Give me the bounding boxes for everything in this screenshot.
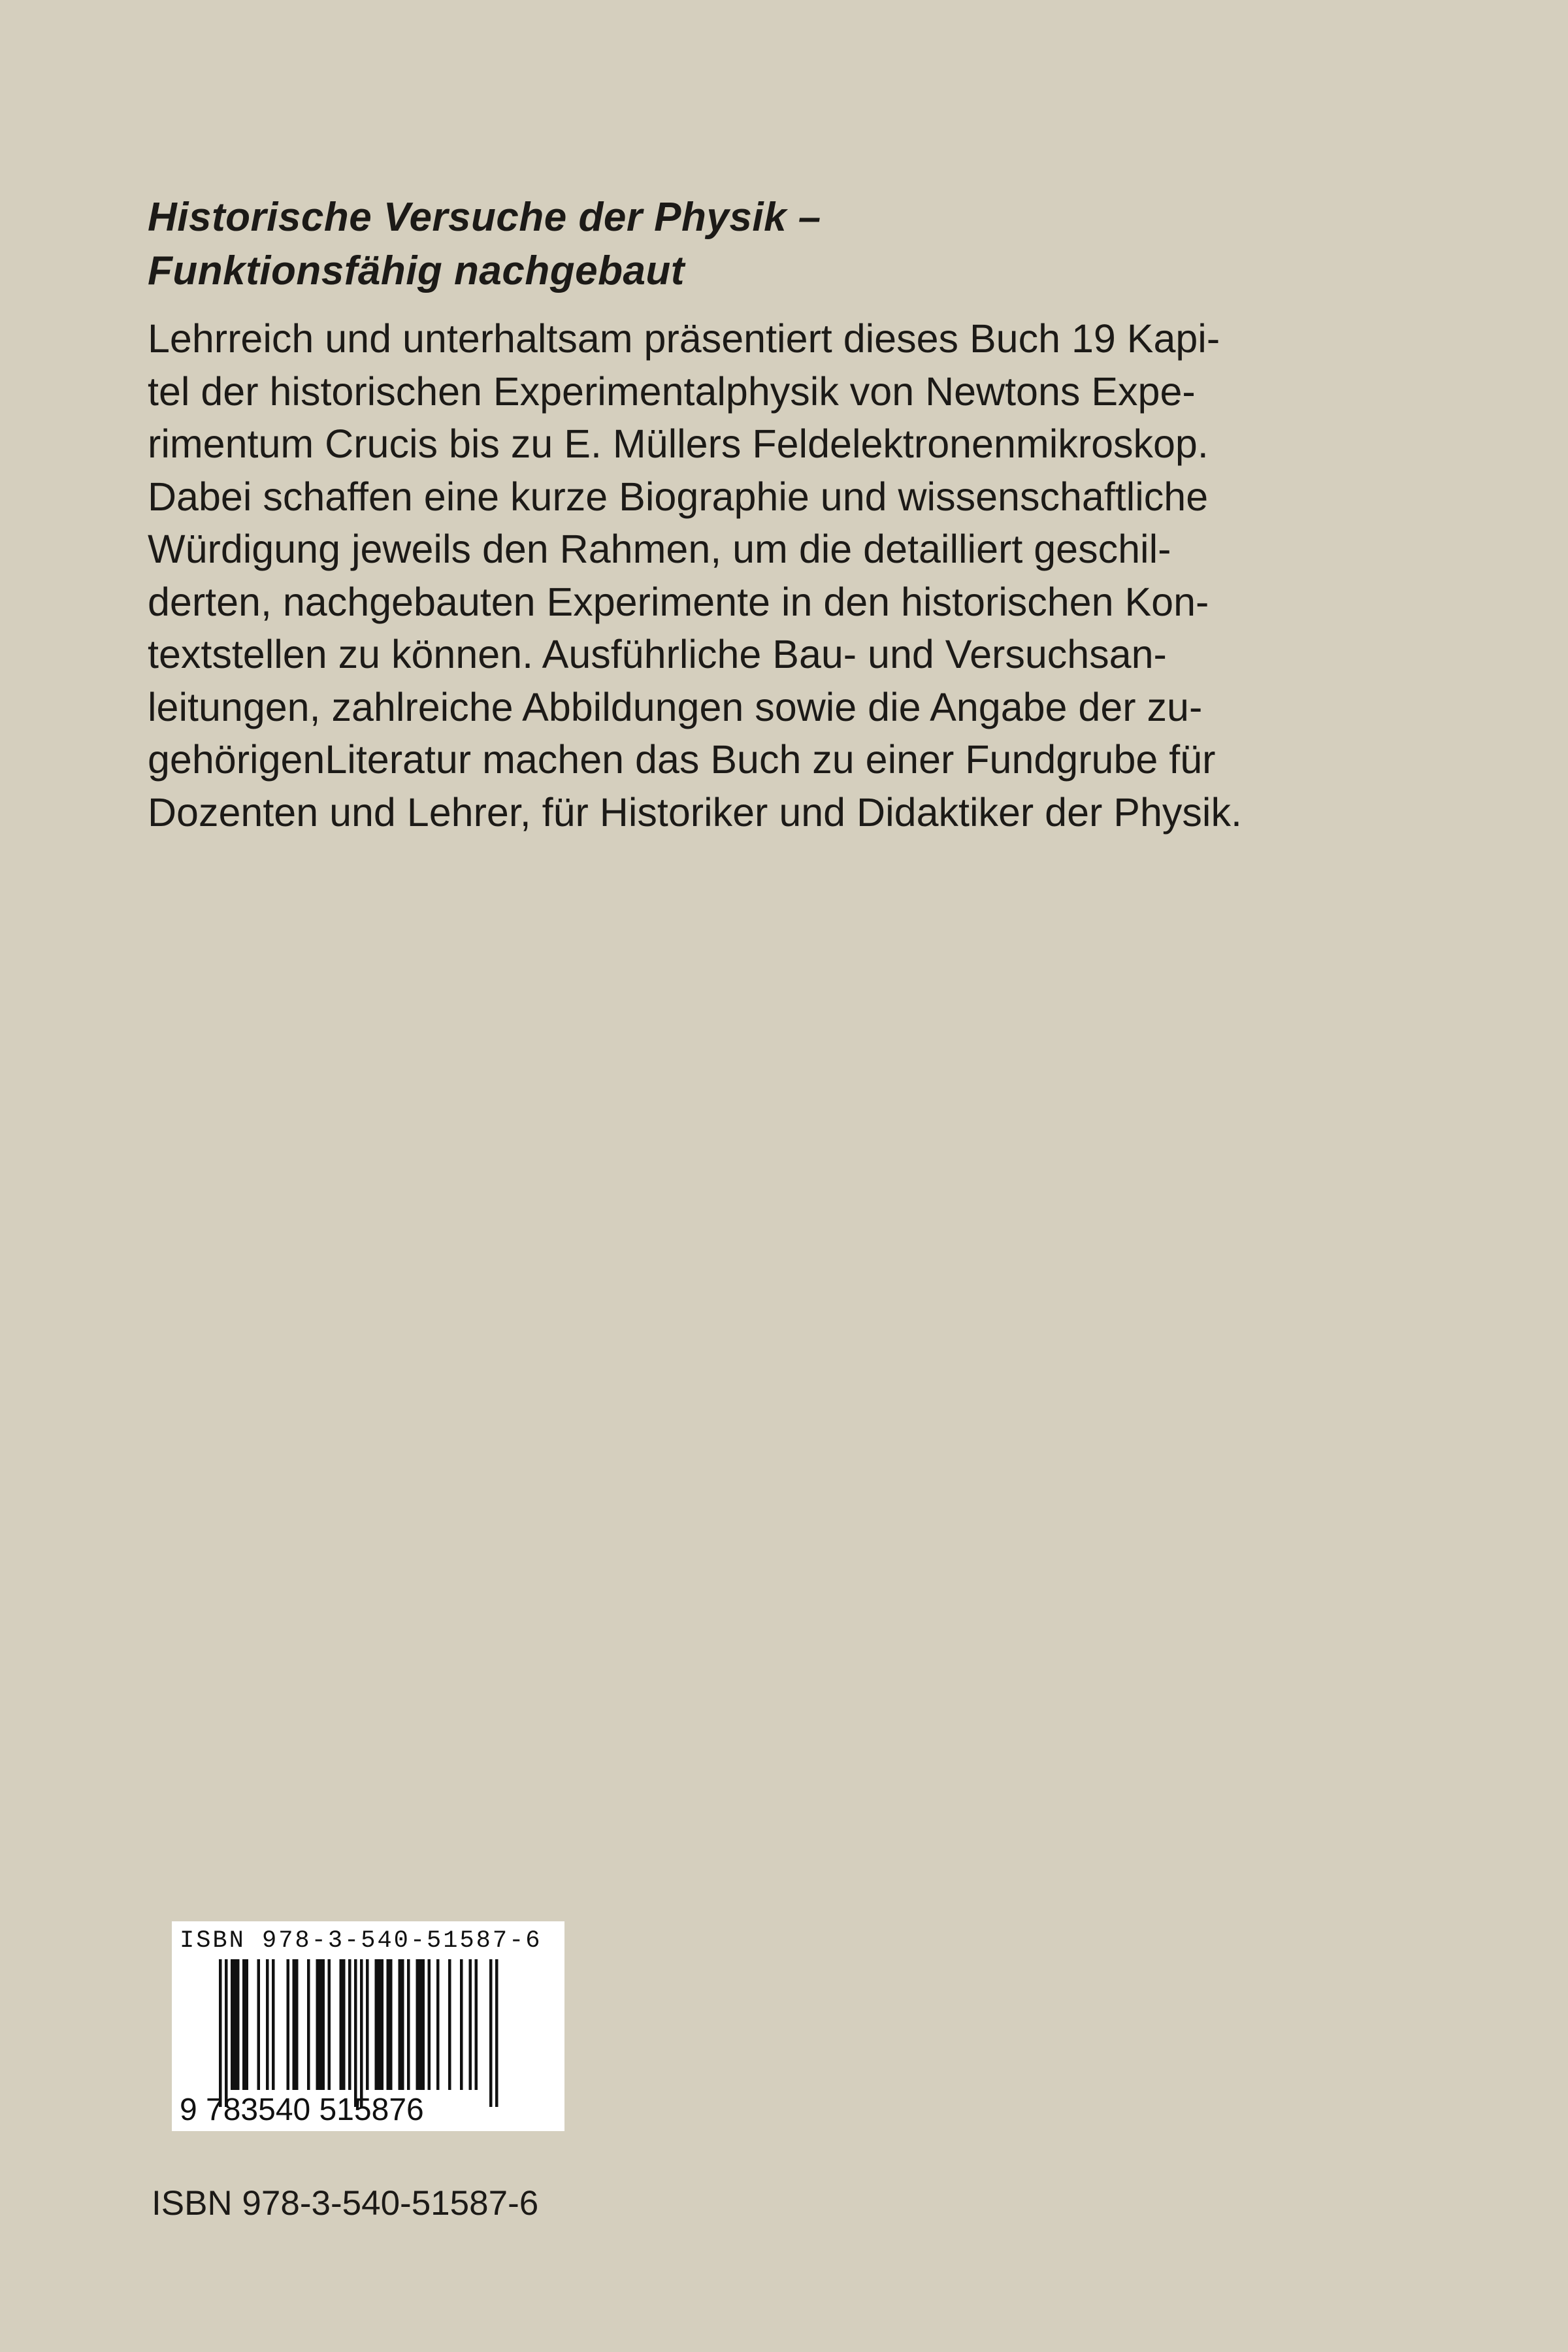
blurb-line: derten, nachgebauten Experimente in den historischen Kon- [148, 579, 1209, 624]
barcode-bar [375, 1959, 378, 2090]
barcode-bar [428, 1959, 431, 2090]
back-cover-title [148, 191, 1389, 298]
barcode-bar [328, 1959, 331, 2090]
blurb-line: leitungen, zahlreiche Abbildungen sowie die Angabe der zu- [148, 684, 1203, 729]
barcode-bar [399, 1959, 402, 2090]
barcode-bar [348, 1959, 351, 2090]
barcode-bar [387, 1959, 390, 2090]
description-paragraph [148, 312, 1389, 838]
barcode-bar [225, 1959, 228, 2107]
barcode-bar [460, 1959, 463, 2090]
barcode-isbn-label: ISBN 978-3-540-51587-6 [180, 1927, 542, 1955]
barcode-bar [436, 1959, 440, 2090]
title-line-1: Historische Versuche der Physik – [148, 195, 821, 240]
barcode-bar [242, 1959, 246, 2090]
blurb-line: textstellen zu können. Ausführliche Bau- und Versuchsan- [148, 632, 1167, 676]
barcode-bar [266, 1959, 269, 2090]
blurb-line: Würdigung jeweils den Rahmen, um die detailliert geschil- [148, 527, 1171, 571]
barcode-bar [407, 1959, 410, 2090]
barcode-bar [495, 1959, 498, 2107]
barcode-bar [272, 1959, 275, 2090]
blurb-line: gehörigenLiteratur machen das Buch zu einer Fundgrube für [148, 737, 1216, 782]
barcode-bar [322, 1959, 325, 2090]
barcode-bar [219, 1959, 222, 2107]
isbn-text: ISBN 978-3-540-51587-6 [152, 2184, 539, 2223]
barcode-bar [475, 1959, 478, 2090]
barcode-bar [416, 1959, 419, 2090]
barcode-ean-digits: 9 783540 515876 [180, 2093, 424, 2127]
barcode-bar [237, 1959, 240, 2090]
barcode-bar [231, 1959, 234, 2090]
barcode-bar [246, 1959, 249, 2090]
blurb-line: tel der historischen Experimentalphysik von Newtons Expe- [148, 369, 1196, 414]
barcode-bar [389, 1959, 393, 2090]
barcode-bar [295, 1959, 299, 2090]
barcode-bar [287, 1959, 290, 2090]
barcode-bar [342, 1959, 346, 2090]
title-line-2: Funktionsfähig nachgebaut [148, 248, 685, 293]
blurb-line: rimentum Crucis bis zu E. Müllers Feldelektronenmikroskop. [148, 422, 1209, 466]
isbn-barcode [172, 1921, 564, 2131]
barcode-bar [422, 1959, 425, 2090]
barcode-bar [419, 1959, 422, 2090]
barcode-bar [316, 1959, 319, 2090]
barcode-bar [381, 1959, 384, 2090]
barcode-bar [307, 1959, 310, 2090]
barcode-bar [293, 1959, 296, 2090]
barcode-bar [401, 1959, 404, 2090]
blurb-line: Lehrreich und unterhaltsam präsentiert dieses Buch 19 Kapi- [148, 316, 1220, 361]
barcode-bar [378, 1959, 381, 2090]
barcode-bar [354, 1959, 357, 2107]
barcode-bar [234, 1959, 237, 2090]
barcode-bar [489, 1959, 493, 2107]
barcode-bar [319, 1959, 322, 2090]
barcode-bar [257, 1959, 261, 2090]
blurb-line: Dozenten und Lehrer, für Historiker und Didaktiker der Physik. [148, 789, 1242, 835]
barcode-bar [366, 1959, 369, 2090]
barcode-bar [469, 1959, 472, 2090]
barcode-bar [360, 1959, 363, 2107]
barcode-bar [340, 1959, 343, 2090]
barcode-bar [448, 1959, 451, 2090]
blurb-line: Dabei schaffen eine kurze Biographie und wissenschaftliche [148, 474, 1209, 519]
